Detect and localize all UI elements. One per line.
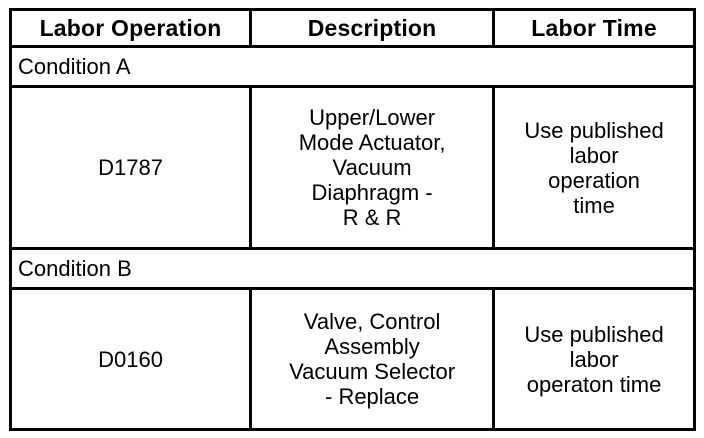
description-cell [251,289,494,430]
labor-operation-code: D0160 [11,289,251,430]
condition-b-label: Condition B [11,249,695,289]
table-row [11,87,695,249]
labor-operation-table [9,8,696,431]
labor-time-text: Use published labor operaton time [524,321,664,397]
header-labor-time: Labor Time [494,10,695,47]
description-text: Upper/Lower Mode Actuator, Vacuum Diaphragm - R & R [298,105,446,231]
header-labor-operation: Labor Operation [11,10,251,47]
table-row [11,289,695,430]
condition-row-b [11,249,695,289]
labor-operation-code: D1787 [11,87,251,249]
description-text: Valve, Control Assembly Vacuum Selector - Replace [289,309,456,410]
labor-time-cell [494,289,695,430]
table-header-row [11,10,695,47]
condition-a-label: Condition A [11,47,695,87]
description-cell [251,87,494,249]
condition-row-a [11,47,695,87]
labor-time-cell [494,87,695,249]
header-description: Description [251,10,494,47]
labor-time-text: Use published labor operation time [524,117,664,218]
